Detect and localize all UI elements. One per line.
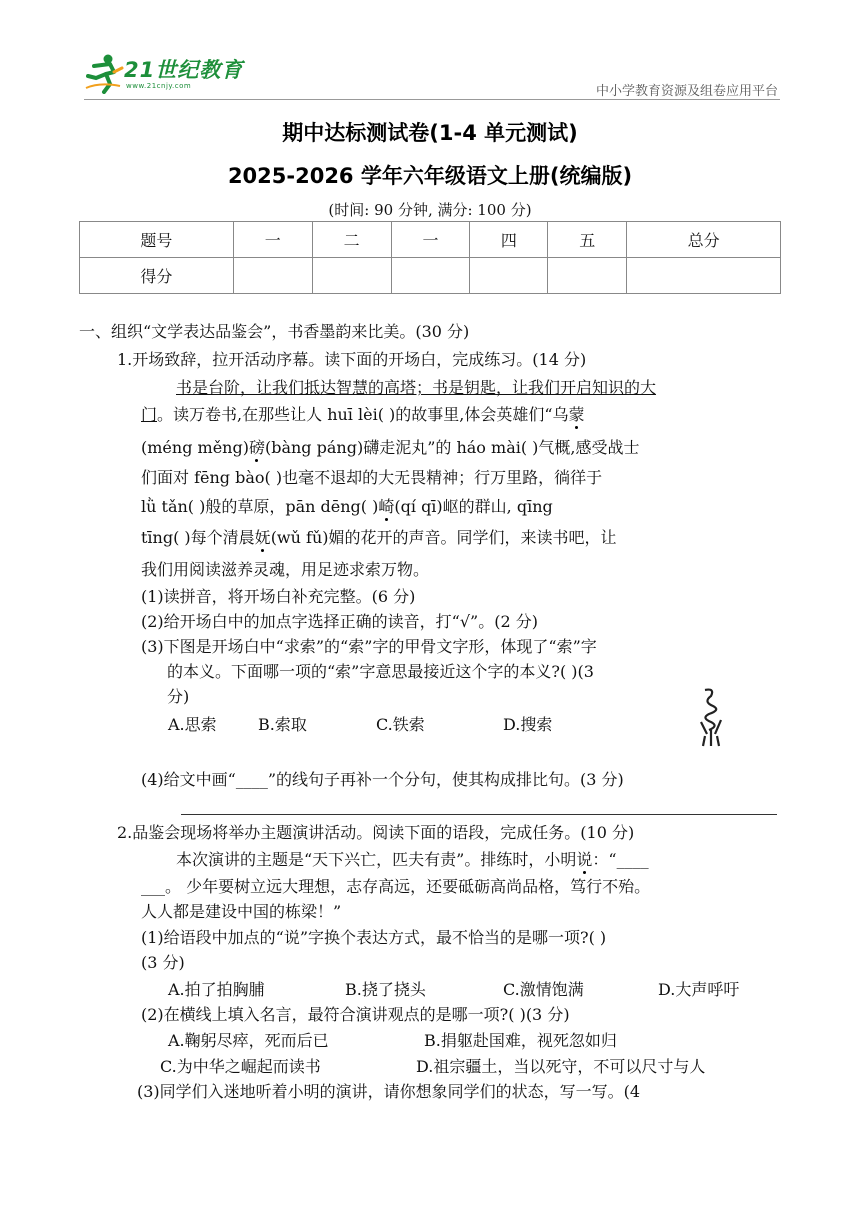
- score-input-cell[interactable]: [312, 258, 391, 294]
- logo-text: 21世纪教育: [124, 58, 244, 82]
- q1-passage-text: lǜ tǎn( )般的草原，pān dēng( ): [141, 497, 379, 516]
- option-b[interactable]: B.挠了挠头: [345, 980, 426, 999]
- option-b[interactable]: B.捐躯赴国难，视死忽如归: [424, 1031, 617, 1050]
- dotted-char: 说: [576, 850, 593, 869]
- brand-logo: [84, 52, 244, 98]
- score-input-cell[interactable]: [627, 258, 781, 294]
- score-cell: 四: [470, 222, 548, 258]
- q2-sub1-line: (1)给语段中加点的“说”字换个表达方式，最不恰当的是哪一项?( ): [141, 928, 607, 947]
- q1-passage-text: (bàng páng)礴走泥丸”的 háo mài( )气概,感受战士: [264, 438, 640, 457]
- q1-passage-line: 我们用阅读滋养灵魂，用足迹求索万物。: [141, 560, 430, 579]
- answer-blank-line[interactable]: [181, 814, 777, 815]
- score-cell: 一: [233, 222, 312, 258]
- score-input-cell[interactable]: [391, 258, 470, 294]
- option-a[interactable]: A.拍了拍胸脯: [168, 980, 265, 999]
- q2-sub2: (2)在横线上填入名言，最符合演讲观点的是哪一项?( )(3 分): [141, 1005, 570, 1024]
- q1-passage-line: [141, 437, 640, 459]
- running-man-logo-icon: [84, 52, 124, 94]
- section1-heading: 一、组织“文学表达品鉴会”，书香墨韵来比美。(30 分): [79, 322, 470, 341]
- q1-sub3-line: (3)下图是开场白中“求索”的“索”字的甲骨文字形，体现了“索”字: [141, 637, 597, 656]
- q1-passage-line: [141, 496, 553, 518]
- q1-passage-text: (qí qī)岖的群山, qīng: [394, 497, 553, 516]
- q1-sub1: (1)读拼音，将开场白补充完整。(6 分): [141, 587, 416, 606]
- option-c[interactable]: C.为中华之崛起而读书: [160, 1057, 321, 1076]
- q1-underlined-sentence: 书是台阶，让我们抵达智慧的高塔；书是钥匙，让我们开启知识的大: [176, 378, 657, 397]
- score-cell: 题号: [80, 222, 234, 258]
- q2-sub3: (3)同学们入迷地听着小明的演讲，请你想象同学们的状态，写一写。(4: [137, 1082, 641, 1101]
- option-d[interactable]: D.祖宗疆土，当以死守，不可以尺寸与人: [416, 1057, 706, 1076]
- q1-sub4: (4)给文中画“____”的线句子再补一个分句，使其构成排比句。(3 分): [141, 770, 624, 789]
- score-cell: 五: [548, 222, 627, 258]
- header-divider: [84, 99, 780, 100]
- q2-sub1-line: (3 分): [141, 953, 185, 972]
- exam-title: 期中达标测试卷(1-4 单元测试): [282, 121, 578, 145]
- q1-passage-line: [141, 527, 617, 549]
- dotted-char: 崎: [378, 497, 395, 516]
- oracle-bone-suo-character-icon: [697, 686, 727, 750]
- q2-passage-line: 人人都是建设中国的栋梁！”: [141, 902, 342, 921]
- option-a[interactable]: A.思索: [168, 715, 217, 734]
- dotted-char: 磅: [248, 438, 265, 457]
- score-table-score-row: [80, 258, 781, 294]
- option-b[interactable]: B.索取: [258, 715, 307, 734]
- score-input-cell[interactable]: [548, 258, 627, 294]
- q2-passage-line: [176, 849, 649, 871]
- q1-passage-line: [141, 404, 585, 426]
- score-table: [79, 221, 781, 294]
- option-d[interactable]: D.大声呼吁: [658, 980, 740, 999]
- q1-passage-line: 们面对 fēng bào( )也毫不退却的大无畏精神；行万里路，徜徉于: [141, 468, 603, 487]
- q1-sub3-line: 分): [167, 687, 190, 706]
- exam-time-info: (时间: 90 分钟, 满分: 100 分): [328, 201, 532, 219]
- q1-passage-text: (wǔ fǔ)媚的花开的声音。同学们，来读书吧，让: [270, 528, 617, 547]
- q1-sub3-line: 的本义。下面哪一项的“索”字意思最接近这个字的本义?( )(3: [167, 662, 594, 681]
- q1-passage-text: 。读万卷书,在那些让人 huī lèi( )的故事里,体会英雄们“乌: [157, 405, 569, 424]
- q1-passage-text: (méng měng): [141, 438, 249, 457]
- option-a[interactable]: A.鞠躬尽瘁，死而后已: [168, 1031, 329, 1050]
- score-input-cell[interactable]: [470, 258, 548, 294]
- page-header: [0, 0, 860, 110]
- score-cell: 总分: [627, 222, 781, 258]
- q1-sub2: (2)给开场白中的加点字选择正确的读音，打“√”。(2 分): [141, 612, 538, 631]
- exam-subtitle: 2025-2026 学年六年级语文上册(统编版): [227, 164, 633, 188]
- score-cell: 二: [312, 222, 391, 258]
- score-input-cell[interactable]: [233, 258, 312, 294]
- score-table-header-row: [80, 222, 781, 258]
- dotted-char: 蒙: [568, 405, 585, 424]
- dotted-char: 妩: [254, 528, 271, 547]
- q1-passage-text: tīng( )每个清晨: [141, 528, 255, 547]
- q2-heading: 2.品鉴会现场将举办主题演讲活动。阅读下面的语段，完成任务。(10 分): [117, 823, 635, 842]
- option-c[interactable]: C.铁索: [376, 715, 425, 734]
- q2-passage-text: 本次演讲的主题是“天下兴亡，匹夫有责”。排练时，小明: [176, 850, 577, 869]
- option-d[interactable]: D.搜索: [503, 715, 553, 734]
- score-cell: 一: [391, 222, 470, 258]
- q2-passage-text: ：“____: [592, 850, 649, 869]
- score-row-label: 得分: [80, 258, 234, 294]
- q1-underlined-end: 门: [141, 405, 158, 424]
- platform-name: 中小学教育资源及组卷应用平台: [595, 84, 778, 99]
- q1-heading: 1.开场致辞，拉开活动序幕。读下面的开场白，完成练习。(14 分): [117, 350, 587, 369]
- q2-passage-line: ___。 少年要树立远大理想，志存高远，还要砥砺高尚品格，笃行不殆。: [141, 877, 651, 896]
- option-c[interactable]: C.激情饱满: [503, 980, 584, 999]
- logo-url: www.21cnjy.com: [126, 82, 192, 90]
